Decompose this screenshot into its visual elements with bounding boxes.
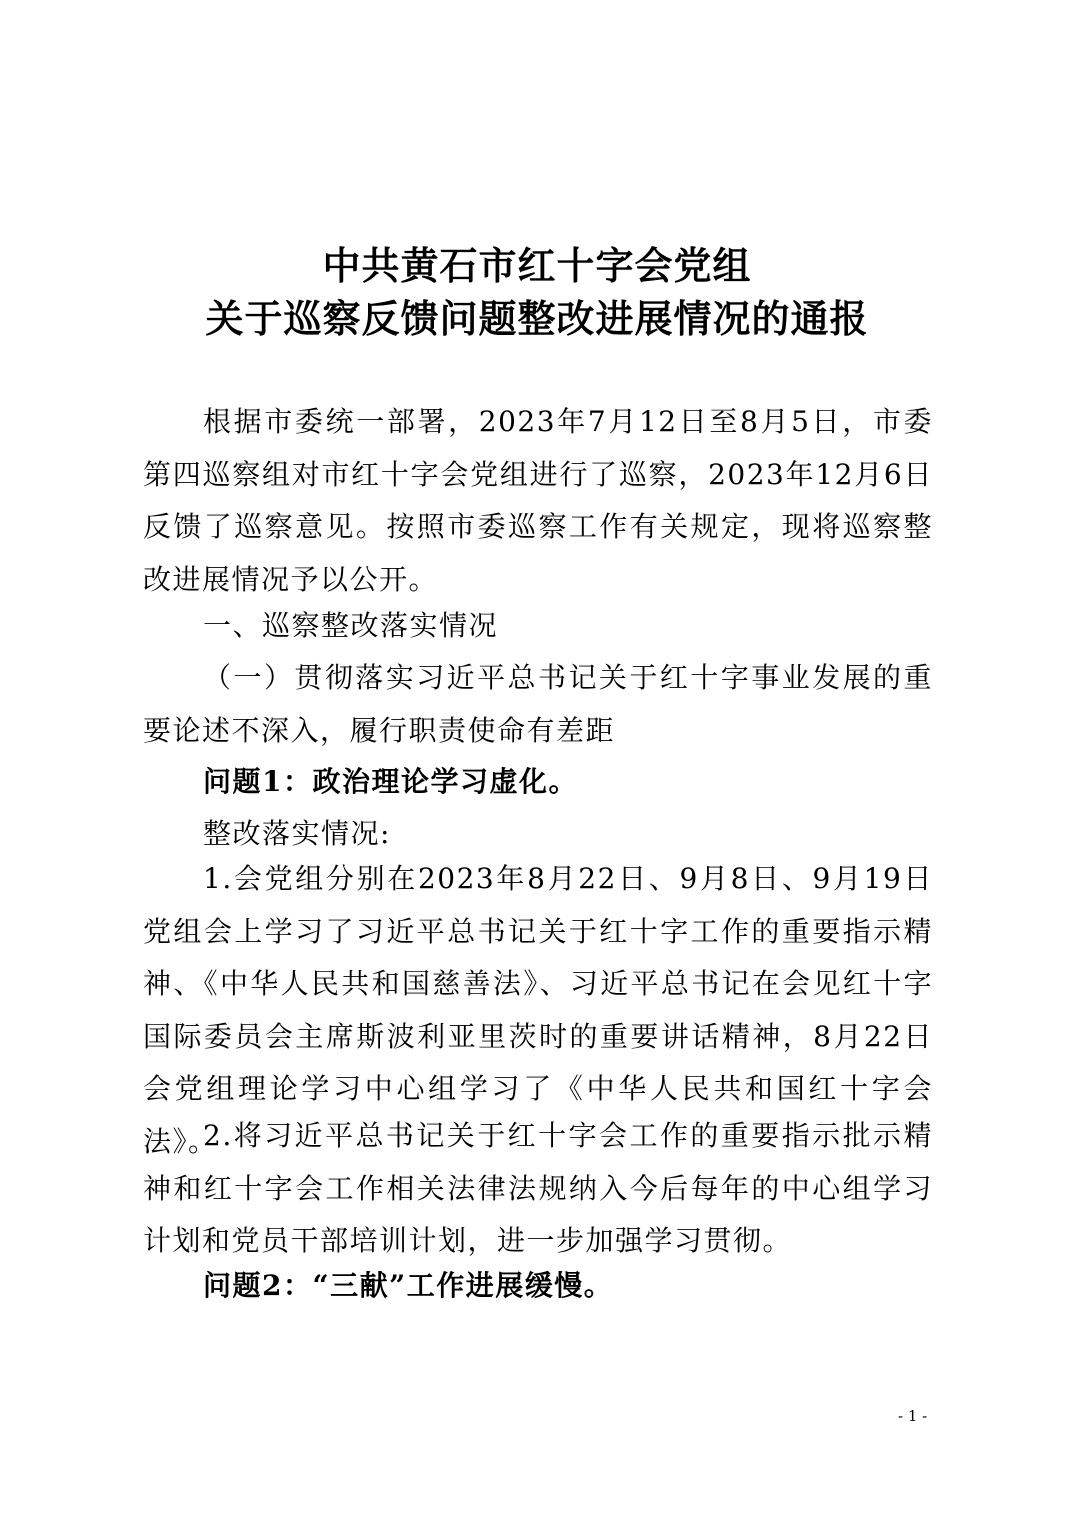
intro-paragraph: 根据市委统一部署，2023年7月12日至8月5日，市委第四巡察组对市红十字会党组进行了巡察，2023年12月6日反馈了巡察意见。按照市委巡察工作有关规定，现将巡察整改进展情况予以公开。 — [143, 405, 933, 596]
page-number: - 1 - — [898, 1407, 928, 1425]
item2-paragraph: 2.将习近平总书记关于红十字会工作的重要指示批示精神和红十字会工作相关法律法规纳入今后每年的中心组学习计划和党员干部培训计划，进一步加强学习贯彻。 — [143, 1119, 933, 1258]
document-title-line1: 中共黄石市红十字会党组 — [322, 243, 752, 288]
document-title-line2: 关于巡察反馈问题整改进展情况的通报 — [205, 296, 869, 341]
issue2-heading: 问题2：“三献”工作进展缓慢。 — [203, 1269, 614, 1302]
issue1-heading: 问题1：政治理论学习虚化。 — [203, 765, 578, 798]
section1-heading: 一、巡察整改落实情况 — [203, 609, 499, 642]
rectification-label: 整改落实情况: — [203, 817, 391, 850]
subsection1-heading: （一）贯彻落实习近平总书记关于红十字事业发展的重要论述不深入，履行职责使命有差距 — [143, 661, 933, 747]
item1-paragraph: 1.会党组分别在2023年8月22日、9月8日、9月19日党组会上学习了习近平总书记关于红十字工作的重要指示精神、《中华人民共和国慈善法》、习近平总书记在会见红十字国际委员会主席斯波利亚里茨时的重要讲话精神，8月22日会党组理论学习中心组学习了《中华人民共和国红十字会法》。 — [143, 862, 933, 1158]
